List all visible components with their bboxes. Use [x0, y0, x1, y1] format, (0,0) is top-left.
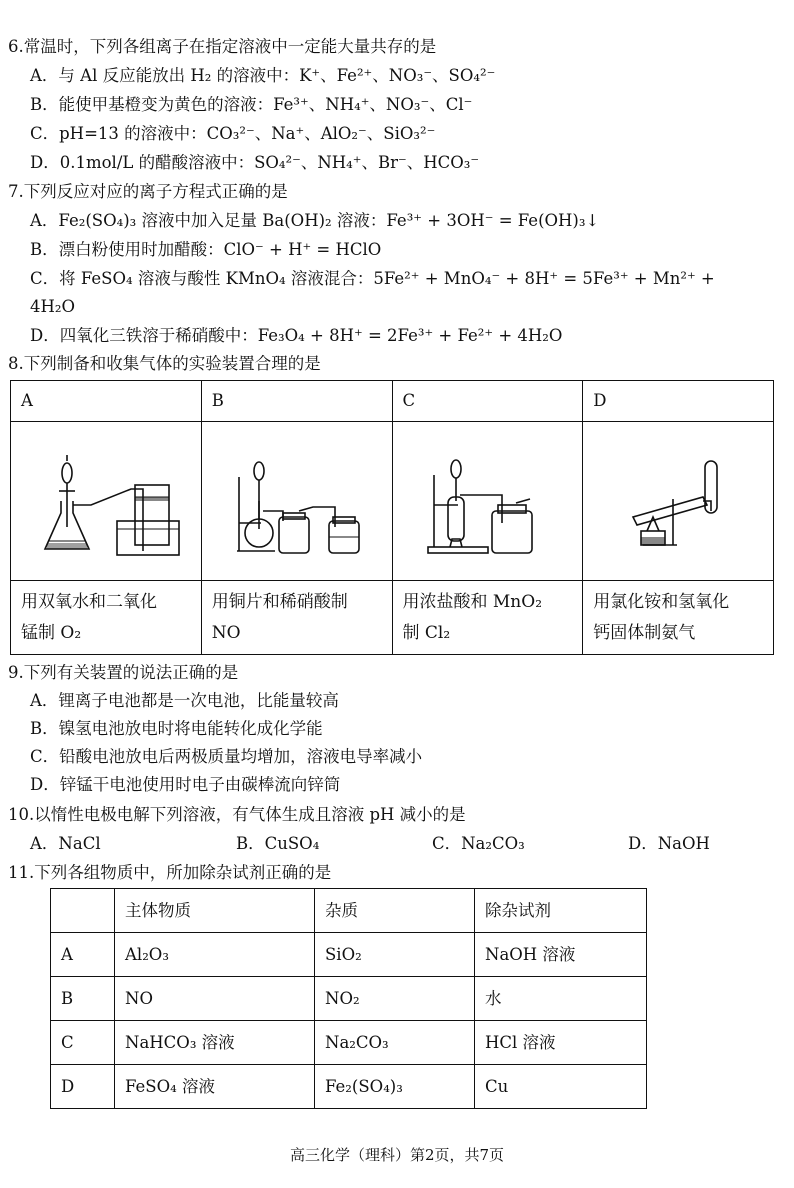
- purification-header-impurity: 杂质: [315, 889, 475, 933]
- purification-row-c: [51, 1021, 647, 1065]
- table-cell: NaOH 溶液: [475, 933, 647, 977]
- table-cell: D: [51, 1065, 115, 1109]
- table-cell: HCl 溶液: [475, 1021, 647, 1065]
- question-7-stem: 7.下列反应对应的离子方程式正确的是: [8, 182, 288, 201]
- purification-row-b: [51, 977, 647, 1021]
- heated-test-tube-diagram: [603, 441, 753, 561]
- apparatus-image-row: [11, 422, 774, 581]
- purification-row-d: [51, 1065, 647, 1109]
- question-6-option-c: C．pH=13 的溶液中：CO₃²⁻、Na⁺、AlO₂⁻、SiO₃²⁻: [30, 124, 436, 143]
- apparatus-c-caption: 用浓盐酸和 MnO₂ 制 Cl₂: [392, 581, 583, 655]
- question-6-option-a: A．与 Al 反应能放出 H₂ 的溶液中：K⁺、Fe²⁺、NO₃⁻、SO₄²⁻: [30, 66, 496, 85]
- question-7-option-b: B．漂白粉使用时加醋酸：ClO⁻ + H⁺ = HClO: [30, 240, 382, 259]
- page-footer: 高三化学（理科）第2页，共7页: [289, 1146, 505, 1164]
- table-cell: NaHCO₃ 溶液: [115, 1021, 315, 1065]
- question-8-stem: 8.下列制备和收集气体的实验装置合理的是: [8, 354, 321, 373]
- question-9-option-a: A．锂离子电池都是一次电池，比能量较高: [30, 691, 339, 710]
- question-10-option-c: C．Na₂CO₃: [432, 834, 525, 853]
- purification-header-main: 主体物质: [115, 889, 315, 933]
- apparatus-a-cell: [11, 422, 202, 581]
- question-7-option-c-continued: 4H₂O: [30, 297, 76, 316]
- table-cell: NO₂: [315, 977, 475, 1021]
- apparatus-header-b: B: [201, 381, 392, 422]
- apparatus-table: [10, 380, 774, 655]
- purification-header-blank: [51, 889, 115, 933]
- table-cell: A: [51, 933, 115, 977]
- question-9-option-b: B．镍氢电池放电时将电能转化成化学能: [30, 719, 323, 738]
- table-cell: SiO₂: [315, 933, 475, 977]
- purification-table: [50, 888, 647, 1109]
- apparatus-c-cell: [392, 422, 583, 581]
- question-6-stem: 6.常温时，下列各组离子在指定溶液中一定能大量共存的是: [8, 37, 437, 56]
- apparatus-header-c: C: [392, 381, 583, 422]
- question-9-option-c: C．铅酸电池放电后两极质量均增加，溶液电导率减小: [30, 747, 423, 766]
- apparatus-b-cell: [201, 422, 392, 581]
- question-7-option-a: A．Fe₂(SO₄)₃ 溶液中加入足量 Ba(OH)₂ 溶液：Fe³⁺ + 3OH⁻ = Fe(OH)₃↓: [30, 211, 600, 230]
- test-tube-and-bottle-diagram: [412, 441, 562, 561]
- apparatus-d-caption: 用氯化铵和氢氧化 钙固体制氨气: [583, 581, 774, 655]
- table-cell: Na₂CO₃: [315, 1021, 475, 1065]
- purification-row-a: [51, 933, 647, 977]
- table-cell: Fe₂(SO₄)₃: [315, 1065, 475, 1109]
- question-6-option-d: D．0.1mol/L 的醋酸溶液中：SO₄²⁻、NH₄⁺、Br⁻、HCO₃⁻: [30, 153, 480, 172]
- apparatus-header-row: [11, 381, 774, 422]
- apparatus-a-caption: 用双氧水和二氧化 锰制 O₂: [11, 581, 202, 655]
- flask-and-wash-bottles-diagram: [217, 441, 377, 561]
- apparatus-header-d: D: [583, 381, 774, 422]
- question-10-stem: 10.以惰性电极电解下列溶液，有气体生成且溶液 pH 减小的是: [8, 805, 466, 824]
- question-9-option-d: D．锌锰干电池使用时电子由碳棒流向锌筒: [30, 775, 341, 794]
- apparatus-caption-row: [11, 581, 774, 655]
- table-cell: 水: [475, 977, 647, 1021]
- question-7-option-c: C．将 FeSO₄ 溶液与酸性 KMnO₄ 溶液混合：5Fe²⁺ + MnO₄⁻ + 8H⁺ = 5Fe³⁺ + Mn²⁺ +: [30, 269, 715, 288]
- table-cell: NO: [115, 977, 315, 1021]
- table-cell: C: [51, 1021, 115, 1065]
- table-cell: Al₂O₃: [115, 933, 315, 977]
- purification-header-row: [51, 889, 647, 933]
- apparatus-d-cell: [583, 422, 774, 581]
- apparatus-b-caption: 用铜片和稀硝酸制 NO: [201, 581, 392, 655]
- question-10-option-b: B．CuSO₄: [236, 834, 320, 853]
- purification-header-reagent: 除杂试剂: [475, 889, 647, 933]
- table-cell: B: [51, 977, 115, 1021]
- question-9-stem: 9.下列有关装置的说法正确的是: [8, 663, 239, 682]
- table-cell: Cu: [475, 1065, 647, 1109]
- question-6-option-b: B．能使甲基橙变为黄色的溶液：Fe³⁺、NH₄⁺、NO₃⁻、Cl⁻: [30, 95, 473, 114]
- question-7-option-d: D．四氧化三铁溶于稀硝酸中：Fe₃O₄ + 8H⁺ = 2Fe³⁺ + Fe²⁺ + 4H₂O: [30, 326, 563, 345]
- question-10-option-d: D．NaOH: [628, 834, 710, 853]
- flask-and-water-trough-diagram: [31, 441, 181, 561]
- table-cell: FeSO₄ 溶液: [115, 1065, 315, 1109]
- apparatus-header-a: A: [11, 381, 202, 422]
- question-10-option-a: A．NaCl: [30, 834, 101, 853]
- question-11-stem: 11.下列各组物质中，所加除杂试剂正确的是: [8, 863, 332, 882]
